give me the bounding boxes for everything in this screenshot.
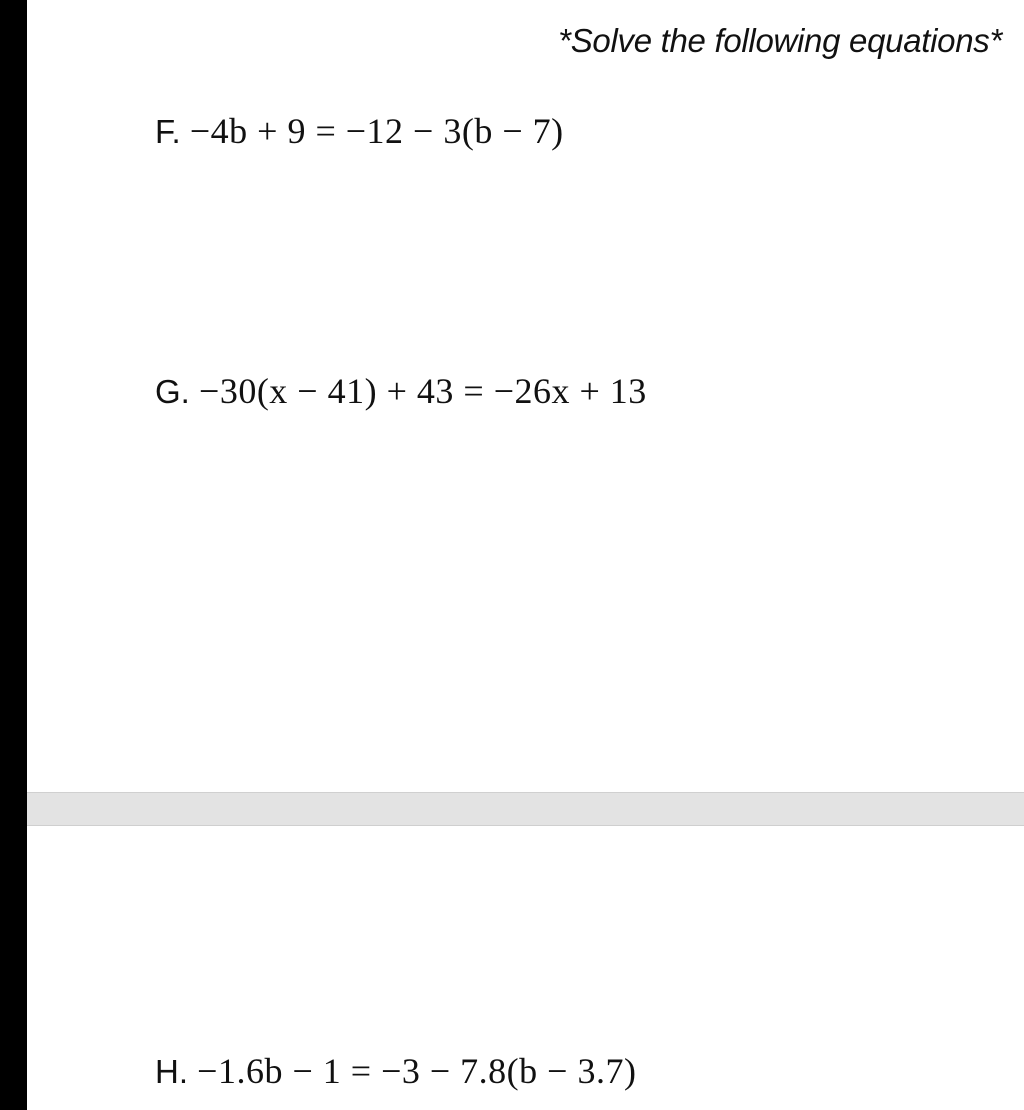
left-edge-bar (0, 0, 27, 1110)
document-page (27, 0, 1024, 1110)
problem-label: H. (155, 1053, 198, 1090)
problem-equation: −30(x − 41) + 43 = −26x + 13 (199, 371, 647, 411)
problem-equation: −4b + 9 = −12 − 3(b − 7) (189, 111, 564, 151)
page-break-gap (27, 792, 1024, 826)
problem-f (155, 110, 564, 152)
problem-h (155, 1050, 636, 1092)
instruction-text: *Solve the following equations* (558, 22, 1002, 59)
problem-g (155, 370, 647, 412)
problem-equation: −1.6b − 1 = −3 − 7.8(b − 3.7) (197, 1051, 637, 1091)
problem-label: G. (155, 373, 200, 410)
problem-label: F. (155, 113, 190, 150)
